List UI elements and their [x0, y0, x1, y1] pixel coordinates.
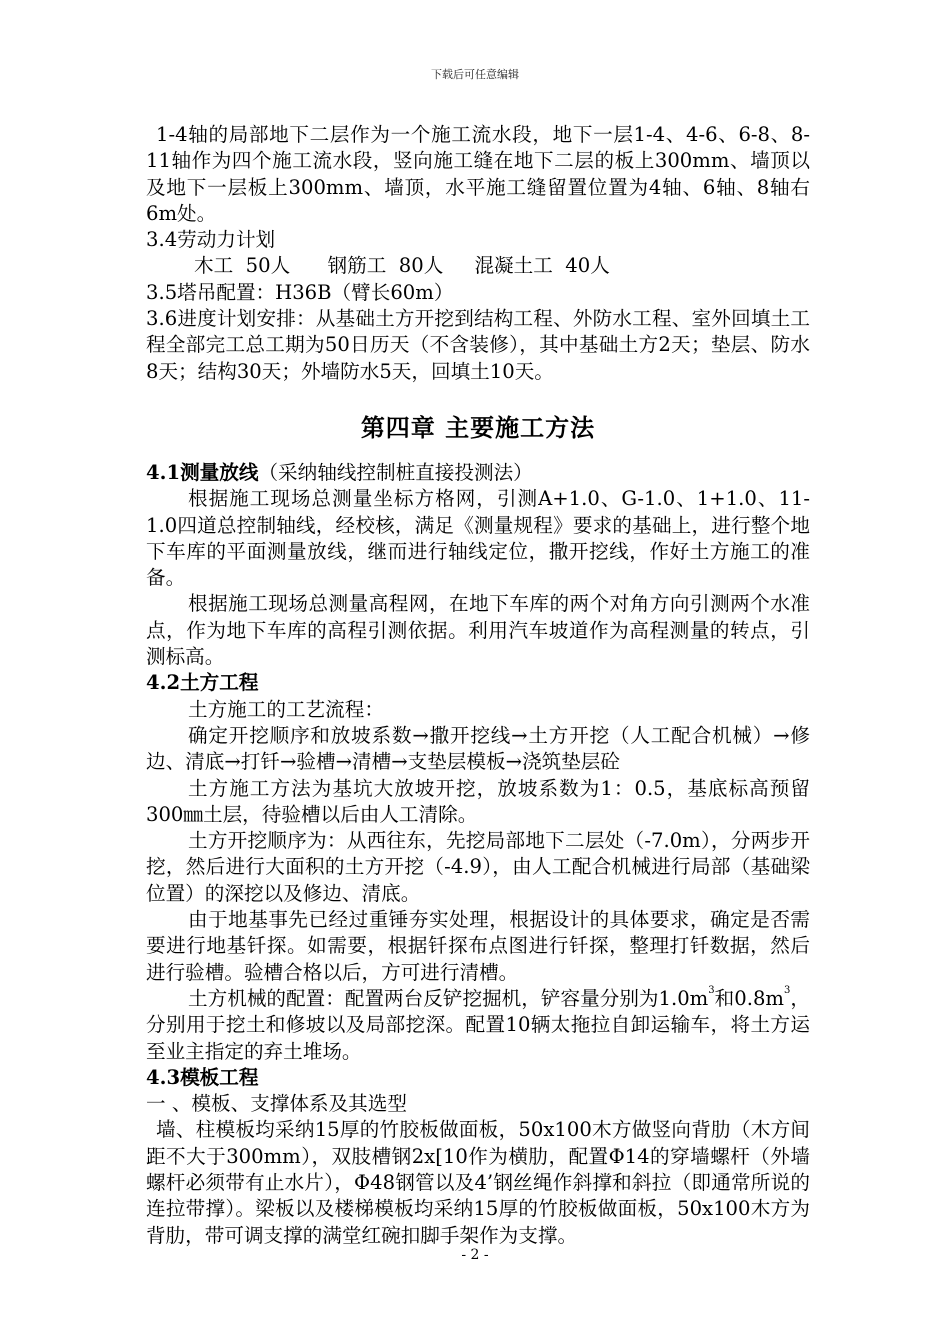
- section-4-2-heading: [146, 670, 810, 696]
- paragraph-survey-axis: 根据施工现场总测量坐标方格网，引测A+1.0、G-1.0、1+1.0、11-1.0四道总控制轴线，经校核，满足《测量规程》要求的基础上，进行整个地下车库的平面测量放线，继而进行轴线定位，撒开挖线，作好土方施工的准备。: [146, 487, 810, 590]
- section-4-1-heading: [146, 460, 810, 486]
- paragraph-flow-sections: 1-4轴的局部地下二层作为一个施工流水段，地下一层1-4、4-6、6-8、8-11轴作为四个施工流水段，竖向施工缝在地下二层的板上300mm、墙顶以及地下一层板上300mm、墙顶，水平施工缝留置位置为4轴、6轴、8轴右6m处。: [146, 123, 810, 225]
- paragraph-earthwork-flow: 确定开挖顺序和放坡系数→撒开挖线→土方开挖（人工配合机械）→修边、清底→打钎→验槽→清槽→支垫层模板→浇筑垫层砼: [146, 723, 810, 774]
- section-3-6-schedule: 3.6进度计划安排：从基础土方开挖到结构工程、外防水工程、室外回填土工程全部完工总工期为50日历天（不含装修），其中基础土方2天；垫层、防水8天；结构30天；外墙防水5天，回填土10天。: [146, 307, 810, 383]
- page-header: 下载后可任意编辑: [431, 68, 519, 81]
- subsection-formwork-selection: 一 、模板、支撑体系及其选型: [146, 1092, 407, 1116]
- paragraph-earthwork-machinery: [146, 986, 810, 1065]
- superscript-cubic-2: 3: [784, 984, 791, 996]
- paragraph-foundation-probing: 由于地基事先已经过重锤夯实处理，根据设计的具体要求，确定是否需要进行地基钎探。如需要，根据钎探布点图进行钎探，整理打钎数据，然后进行验槽。验槽合格以后，方可进行清槽。: [146, 908, 810, 984]
- machinery-text-b: 和0.8m: [714, 986, 785, 1010]
- section-4-1-title: 4.1测量放线: [146, 460, 259, 484]
- paragraph-formwork-system: 墙、柱模板均采纳15厚的竹胶板做面板，50x100木方做竖向背肋（木方间距不大于300mm），双肢槽钢2x[10作为横肋，配置Φ14的穿墙螺杆（外墙螺杆必须带有止水片），Φ48钢管以及4’钢丝绳作斜撑和斜拉（即通常所说的连拉带撑）。梁板以及楼梯模板均采纳15厚的竹胶板做面板，50x100木方为背肋，带可调支撑的满堂红碗扣脚手架作为支撑。: [146, 1118, 810, 1247]
- superscript-cubic-1: 3: [708, 984, 715, 996]
- section-4-3-title: 4.3模板工程: [146, 1065, 259, 1089]
- paragraph-survey-elevation: 根据施工现场总测量高程网，在地下车库的两个对角方向引测两个水准点，作为地下车库的高程引测依据。利用汽车坡道作为高程测量的转点，引测标高。: [146, 592, 810, 669]
- machinery-text-a: 土方机械的配置：配置两台反铲挖掘机，铲容量分别为1.0m: [188, 986, 709, 1010]
- paragraph-earthwork-flow-label: 土方施工的工艺流程：: [188, 697, 384, 721]
- chapter-title: 第四章 主要施工方法: [360, 412, 596, 442]
- section-3-4-labor-plan: 3.4劳动力计划: [146, 228, 276, 252]
- section-3-5-tower-crane: 3.5塔吊配置：H36B（臂长60m）: [146, 280, 454, 304]
- section-4-3-heading: [146, 1065, 810, 1091]
- machinery-text-c: ，分别用于挖土和修坡以及局部挖深。配置10辆太拖拉自卸运输车，将土方运至业主指定的弃土堆场。: [146, 986, 810, 1063]
- paragraph-excavation-order: 土方开挖顺序为：从西往东，先挖局部地下二层处（-7.0m），分两步开挖，然后进行大面积的土方开挖（-4.9），由人工配合机械进行局部（基础梁位置）的深挖以及修边、清底。: [146, 829, 810, 905]
- section-4-2-title: 4.2土方工程: [146, 671, 259, 695]
- section-4-1-subtitle: （采纳轴线控制桩直接投测法）: [258, 460, 533, 484]
- document-body: [146, 122, 810, 1249]
- paragraph-earthwork-method: 土方施工方法为基坑大放坡开挖，放坡系数为1：0.5，基底标高预留300㎜土层，待验槽以后由人工清除。: [146, 776, 810, 826]
- page-number: - 2 -: [461, 1247, 489, 1263]
- labor-list: 木工 50人 钢筋工 80人 混凝土工 40人: [194, 254, 610, 278]
